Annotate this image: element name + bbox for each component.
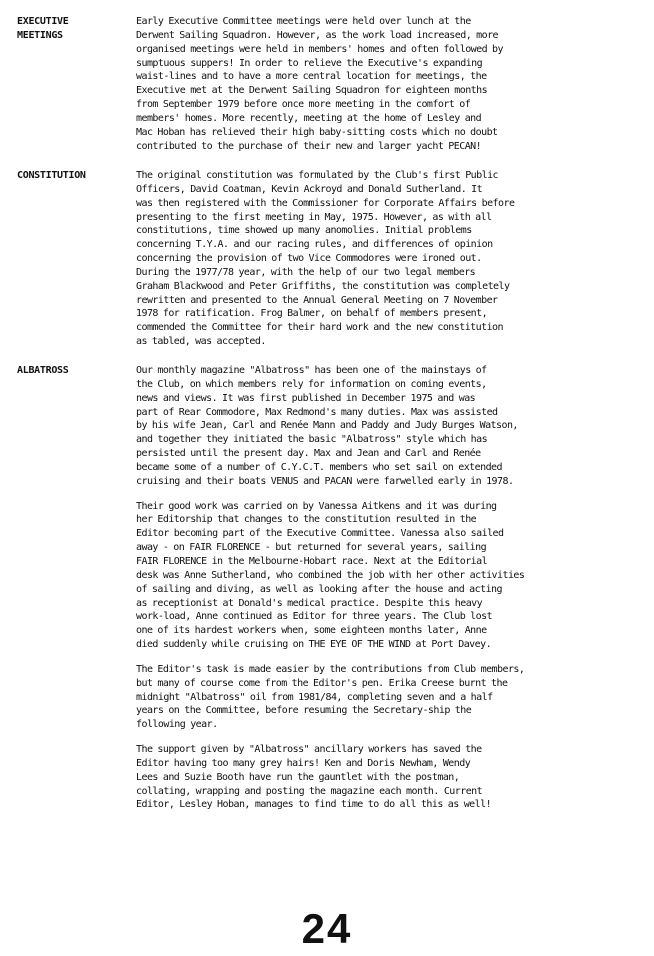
text-line: persisted until the present day. Max and Jean and Carl and Renée <box>136 448 481 460</box>
text-line: The Editor's task is made easier by the contributions from Club members, <box>136 663 525 675</box>
paragraph <box>136 663 646 732</box>
section-heading: ALBATROSS <box>17 365 69 376</box>
paragraph <box>136 169 646 349</box>
section-heading: EXECUTIVE MEETINGS <box>17 16 69 41</box>
text-line: midnight "Albatross" oil from 1981/84, completing seven and a half <box>136 691 493 703</box>
text-line: years on the Committee, before resuming the Secretary-ship the <box>136 705 472 717</box>
text-line: desk was Anne Sutherland, who combined the job with her other activities <box>136 569 525 581</box>
text-line: news and views. It was first published in December 1975 and was <box>136 392 476 404</box>
text-line: commended the Committee for their hard work and the new constitution <box>136 322 503 334</box>
text-line: Graham Blackwood and Peter Griffiths, the constitution was completely <box>136 280 510 292</box>
section-heading: CONSTITUTION <box>17 170 86 181</box>
text-line: concerning the provision of two Vice Commodores were ironed out. <box>136 253 482 265</box>
text-line: of sailing and diving, as well as looking after the house and acting <box>136 583 502 595</box>
section-body <box>136 169 646 360</box>
text-line: from September 1979 before once more meeting in the comfort of <box>136 99 471 111</box>
text-line: cruising and their boats VENUS and PACAN were farwelled early in 1978. <box>136 475 514 487</box>
text-line: as receptionist at Donald's medical practice. Despite this heavy <box>136 597 483 609</box>
text-line: Their good work was carried on by Vanessa Aitkens and it was during <box>136 500 497 512</box>
text-line: FAIR FLORENCE in the Melbourne-Hobart race. Next at the Editorial <box>136 555 488 567</box>
text-line: waist-lines and to have a more central location for meetings, the <box>136 71 487 83</box>
text-line: Mac Hoban has relieved their high baby-sitting costs which no doubt <box>136 126 498 138</box>
text-line: and together they initiated the basic "Albatross" style which has <box>136 434 488 446</box>
text-line: Officers, David Coatman, Kevin Ackroyd and Donald Sutherland. It <box>136 183 483 195</box>
text-line: members' homes. More recently, meeting at the home of Lesley and <box>136 112 482 124</box>
text-line: the Club, on which members rely for information on coming events, <box>136 378 487 390</box>
text-line: work-load, Anne continued as Editor for three years. The Club lost <box>136 611 493 623</box>
paragraph <box>136 500 646 652</box>
text-line: collating, wrapping and posting the magazine each month. Current <box>136 785 483 797</box>
text-line: contributed to the purchase of their new and larger yacht PECAN! <box>136 140 482 152</box>
text-line: Editor having too many grey hairs! Ken and Doris Newham, Wendy <box>136 757 471 769</box>
text-line: died suddenly while cruising on THE EYE OF THE WIND at Port Davey. <box>136 639 492 651</box>
text-line: her Editorship that changes to the constitution resulted in the <box>136 514 477 526</box>
text-line: by his wife Jean, Carl and Renée Mann and Paddy and Judy Burges Watson, <box>136 420 518 432</box>
text-line: Editor becoming part of the Executive Committee. Vanessa also sailed <box>136 528 504 540</box>
text-line: presenting to the first meeting in May, 1975. However, as with all <box>136 211 492 223</box>
paragraph <box>136 743 646 812</box>
text-line: one of its hardest workers when, some eighteen months later, Anne <box>136 625 487 637</box>
text-line: Executive met at the Derwent Sailing Squadron for eighteen months <box>136 85 488 97</box>
paragraph <box>136 364 646 489</box>
text-line: concerning T.Y.A. and our racing rules, and differences of opinion <box>136 239 493 251</box>
text-line: organised meetings were held in members' homes and often followed by <box>136 43 503 55</box>
text-line: following year. <box>136 719 218 731</box>
text-line: away - on FAIR FLORENCE - but returned for several years, sailing <box>136 542 487 554</box>
text-line: 1978 for ratification. Frog Balmer, on behalf of members present, <box>136 308 488 320</box>
text-line: was then registered with the Commissioner for Corporate Affairs before <box>136 197 515 209</box>
text-line: The support given by "Albatross" ancillary workers has saved the <box>136 744 482 756</box>
text-line: part of Rear Commodore, Max Redmond's many duties. Max was assisted <box>136 406 498 418</box>
text-line: became some of a number of C.Y.C.T. members who set sail on extended <box>136 461 502 473</box>
text-line: During the 1977/78 year, with the help of our two legal members <box>136 266 476 278</box>
paragraph <box>136 15 646 153</box>
text-line: but many of course come from the Editor's pen. Erika Creese burnt the <box>136 677 508 689</box>
text-line: Early Executive Committee meetings were held over lunch at the <box>136 16 471 27</box>
text-line: Our monthly magazine "Albatross" has been one of the mainstays of <box>136 365 487 376</box>
text-line: rewritten and presented to the Annual General Meeting on 7 November <box>136 294 498 306</box>
text-line: as tabled, was accepted. <box>136 336 266 348</box>
section-body <box>136 15 646 164</box>
text-line: Lees and Suzie Booth have run the gauntlet with the postman, <box>136 771 460 783</box>
text-line: The original constitution was formulated by the Club's first Public <box>136 170 499 181</box>
text-line: Derwent Sailing Squadron. However, as the work load increased, more <box>136 29 499 41</box>
text-line: Editor, Lesley Hoban, manages to find time to do all this as well! <box>136 799 492 811</box>
page-number: 24 <box>301 905 353 952</box>
text-line: sumptuous suppers! In order to relieve the Executive's expanding <box>136 57 483 69</box>
text-line: constitutions, time showed up many anomolies. Initial problems <box>136 225 472 237</box>
section-body <box>136 364 646 823</box>
